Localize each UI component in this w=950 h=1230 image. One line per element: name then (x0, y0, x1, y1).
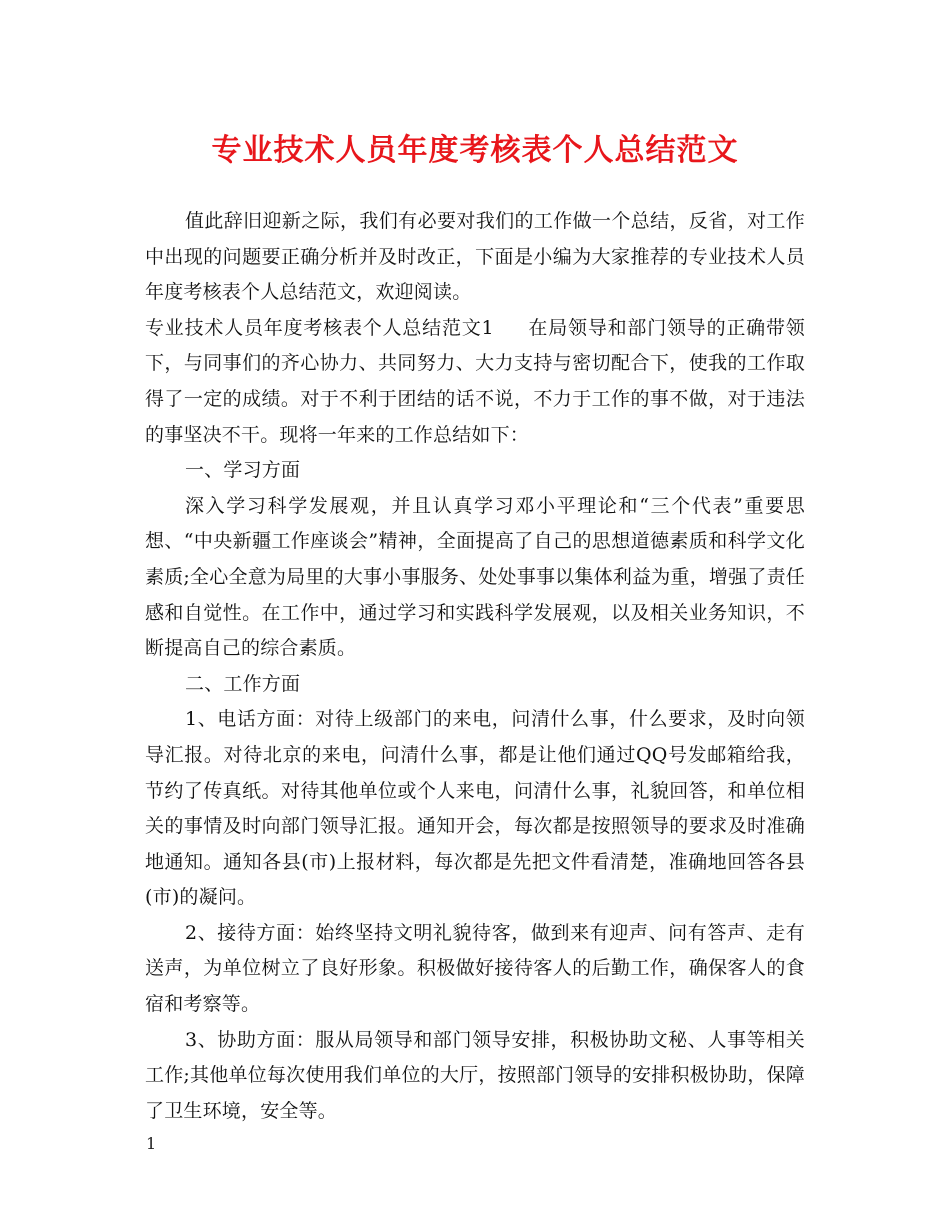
section-heading-work: 二、工作方面 (185, 672, 301, 695)
document-title: 专业技术人员年度考核表个人总结范文 (211, 133, 739, 168)
sample-paragraph (145, 311, 805, 453)
work-item-assistance: 3、协助方面：服从局领导和部门领导安排，积极协助文秘、人事等相关工作;其他单位每次使用我们单位的大厅，按照部门领导的安排积极协助，保障了卫生环境，安全等。 (145, 1028, 805, 1122)
page-number: 1 (146, 1134, 157, 1153)
intro-paragraph: 值此辞旧迎新之际，我们有必要对我们的工作做一个总结，反省，对工作中出现的问题要正确分析并及时改正，下面是小编为大家推荐的专业技术人员年度考核表个人总结范文，欢迎阅读。 (145, 210, 805, 304)
document-body (145, 204, 805, 1129)
sample-opening: 在局领导和部门领导的正确带领下，与同事们的齐心协力、共同努力、大力支持与密切配合下，使我的工作取得了一定的成绩。对于不利于团结的话不说，不力于工作的事不做，对于违法的事坚决不干。现将一年来的工作总结如下： (145, 316, 805, 446)
section-body-study: 深入学习科学发展观，并且认真学习邓小平理论和“三个代表”重要思想、“中央新疆工作座谈会”精神，全面提高了自己的思想道德素质和科学文化素质;全心全意为局里的大事小事服务、处处事事以集体利益为重，增强了责任感和自觉性。在工作中，通过学习和实践科学发展观，以及相关业务知识，不断提高自己的综合素质。 (145, 494, 805, 660)
work-item-phone: 1、电话方面：对待上级部门的来电，问清什么事，什么要求，及时向领导汇报。对待北京的来电，问清什么事，都是让他们通过QQ号发邮箱给我，节约了传真纸。对待其他单位或个人来电，问清什么事，礼貌回答，和单位相关的事情及时向部门领导汇报。通知开会，每次都是按照领导的要求及时准确地通知。通知各县(市)上报材料，每次都是先把文件看清楚，准确地回答各县(市)的凝问。 (145, 708, 805, 909)
work-item-reception: 2、接待方面：始终坚持文明礼貌待客，做到来有迎声、问有答声、走有送声，为单位树立了良好形象。积极做好接待客人的后勤工作，确保客人的食宿和考察等。 (145, 921, 805, 1016)
sample-heading: 专业技术人员年度考核表个人总结范文1 (145, 316, 494, 339)
section-heading-study: 一、学习方面 (185, 459, 301, 482)
